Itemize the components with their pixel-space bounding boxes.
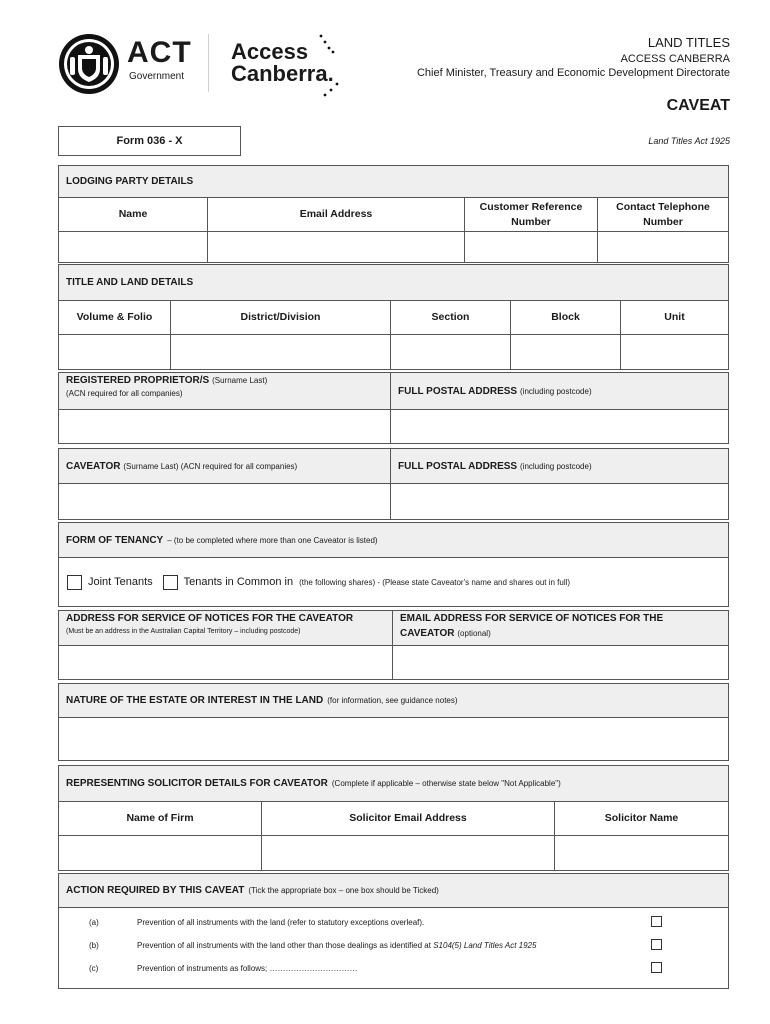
section-heading-row — [59, 874, 728, 908]
joint-tenants-checkbox[interactable] — [67, 575, 82, 590]
postal-address-note: (including postcode) — [520, 386, 592, 396]
service-address-label: ADDRESS FOR SERVICE OF NOTICES FOR THE CAVEATOR — [66, 613, 354, 624]
caveator-label-cell — [59, 449, 390, 483]
column-header: Block — [510, 301, 620, 334]
proprietor-label-cell — [59, 373, 390, 409]
proprietor-address-label-cell — [390, 373, 728, 409]
form-of-tenancy-section — [58, 522, 729, 607]
section-heading: NATURE OF THE ESTATE OR INTEREST IN THE LAND — [66, 695, 324, 706]
email-input[interactable] — [207, 232, 464, 262]
access-canberra-heading: ACCESS CANBERRA — [620, 53, 730, 65]
dots-icon — [311, 32, 351, 98]
action-text-row — [137, 941, 536, 950]
act-government-text: Government — [129, 71, 185, 82]
section-input[interactable] — [390, 335, 510, 369]
representing-solicitor-section — [58, 765, 729, 871]
form-title: CAVEAT — [666, 97, 730, 114]
unit-input[interactable] — [620, 335, 728, 369]
proprietor-name-input[interactable] — [59, 410, 390, 443]
tenants-in-common-checkbox[interactable] — [163, 575, 178, 590]
column-header: Section — [390, 301, 510, 334]
solicitor-name-input[interactable] — [554, 836, 728, 870]
postal-address-note: (including postcode) — [520, 461, 592, 471]
action-text: Prevention of instruments as follows; …………………………… — [137, 964, 358, 973]
input-row — [59, 334, 728, 369]
tenancy-options — [59, 558, 728, 606]
column-header-row — [59, 802, 728, 835]
section-heading-note: (Complete if applicable – otherwise state below "Not Applicable") — [331, 779, 561, 788]
lodging-party-section — [58, 165, 729, 263]
column-header: Customer Reference Number — [464, 198, 597, 231]
action-item-b — [59, 936, 728, 959]
action-c-checkbox[interactable] — [651, 962, 662, 973]
section-heading-note: (for information, see guidance notes) — [327, 696, 458, 705]
column-header-row — [59, 198, 728, 231]
action-letter: (b) — [89, 941, 99, 950]
service-email-note: (optional) — [457, 629, 491, 638]
service-email-label-line1: EMAIL ADDRESS FOR SERVICE OF NOTICES FOR THE — [400, 613, 664, 624]
caveator-name-input[interactable] — [59, 484, 390, 519]
input-row — [59, 645, 728, 679]
nature-of-estate-input[interactable] — [59, 718, 728, 760]
section-heading: LODGING PARTY DETAILS — [59, 166, 728, 198]
name-input[interactable] — [59, 232, 207, 262]
section-heading-row — [59, 766, 728, 802]
section-heading-row — [59, 684, 728, 718]
act-wordmark: ACT — [127, 36, 192, 69]
column-header: Email Address — [207, 198, 464, 231]
tenants-in-common-label: Tenants in Common in — [183, 576, 294, 588]
input-row — [59, 835, 728, 870]
input-row — [59, 231, 728, 262]
section-heading-note: – (to be completed where more than one Caveator is listed) — [167, 535, 378, 545]
input-row — [59, 409, 728, 443]
service-address-input[interactable] — [59, 646, 392, 679]
input-row — [59, 718, 728, 760]
customer-reference-input[interactable] — [464, 232, 597, 262]
service-email-label-cell — [392, 611, 728, 645]
directorate-heading: Chief Minister, Treasury and Economic Development Directorate — [416, 67, 730, 79]
caveator-address-label-cell — [390, 449, 728, 483]
logo-divider — [208, 34, 209, 92]
proprietor-label: REGISTERED PROPRIETOR/S — [66, 375, 210, 386]
action-b-checkbox[interactable] — [651, 939, 662, 950]
postal-address-label: FULL POSTAL ADDRESS — [398, 385, 518, 397]
service-address-note: (Must be an address in the Australian Capital Territory – including postcode) — [66, 628, 301, 635]
proprietor-label-note: (Surname Last) — [212, 376, 268, 385]
service-of-notices-section — [58, 610, 729, 680]
section-heading: ACTION REQUIRED BY THIS CAVEAT — [66, 885, 245, 896]
service-address-label-cell — [59, 611, 392, 645]
action-letter: (a) — [89, 918, 99, 927]
solicitor-email-input[interactable] — [261, 836, 554, 870]
label-row — [59, 373, 728, 409]
section-heading-row — [59, 523, 728, 558]
nature-of-estate-section — [58, 683, 729, 761]
form-number-box: Form 036 - X — [58, 126, 241, 156]
act-coat-of-arms-icon — [58, 33, 120, 95]
postal-address-label: FULL POSTAL ADDRESS — [398, 460, 518, 472]
tenants-in-common-note: (the following shares) - (Please state Caveator's name and shares out in full) — [299, 577, 571, 587]
section-heading: TITLE AND LAND DETAILS — [59, 265, 728, 301]
access-canberra-logo-line2: Canberra. — [231, 61, 334, 86]
column-header-row — [59, 301, 728, 334]
label-row — [59, 449, 728, 483]
caveator-section — [58, 448, 729, 520]
section-heading: REPRESENTING SOLICITOR DETAILS FOR CAVEATOR — [66, 778, 328, 789]
proprietor-sub-note: (ACN required for all companies) — [66, 389, 183, 398]
access-canberra-logo-line1: Access — [231, 39, 309, 64]
action-text-italic: S104(5) Land Titles Act 1925 — [433, 941, 537, 950]
column-header: Volume & Folio — [76, 311, 153, 323]
action-item-a — [59, 913, 728, 936]
action-text: Prevention of all instruments with the land (refer to statutory exceptions overleaf). — [137, 918, 425, 927]
title-land-section — [58, 264, 729, 370]
registered-proprietor-section — [58, 372, 729, 444]
district-division-input[interactable] — [170, 335, 390, 369]
column-header: District/Division — [170, 301, 390, 334]
caveator-label: CAVEATOR — [66, 460, 121, 472]
act-reference: Land Titles Act 1925 — [648, 136, 730, 146]
block-input[interactable] — [510, 335, 620, 369]
firm-name-input[interactable] — [59, 836, 261, 870]
column-header: Solicitor Email Address — [261, 802, 554, 835]
volume-folio-input[interactable] — [59, 335, 170, 369]
access-canberra-logo — [231, 38, 351, 96]
column-header: Solicitor Name — [554, 802, 728, 835]
land-titles-heading: LAND TITLES — [647, 35, 730, 50]
label-row — [59, 611, 728, 645]
caveator-label-note: (Surname Last) (ACN required for all companies) — [123, 461, 298, 471]
action-required-section — [58, 873, 729, 989]
action-letter: (c) — [89, 964, 99, 973]
action-a-checkbox[interactable] — [651, 916, 662, 927]
column-header: Contact Telephone Number — [597, 198, 728, 231]
action-item-c — [59, 959, 728, 982]
contact-telephone-input[interactable] — [597, 232, 728, 262]
action-list — [59, 908, 728, 982]
input-row — [59, 483, 728, 519]
section-heading-note: (Tick the appropriate box – one box should be Ticked) — [248, 886, 439, 895]
service-email-label-line2: CAVEATOR — [400, 628, 455, 639]
column-header: Name — [118, 208, 148, 220]
joint-tenants-label: Joint Tenants — [88, 576, 153, 588]
service-email-input[interactable] — [392, 646, 728, 679]
section-heading: FORM OF TENANCY — [66, 534, 164, 546]
act-government-logo — [58, 33, 193, 91]
proprietor-address-input[interactable] — [390, 410, 728, 443]
column-header: Name of Firm — [126, 812, 194, 824]
column-header: Unit — [620, 301, 728, 334]
action-text: Prevention of all instruments with the land other than those dealings as identified at — [137, 941, 431, 950]
caveator-address-input[interactable] — [390, 484, 728, 519]
